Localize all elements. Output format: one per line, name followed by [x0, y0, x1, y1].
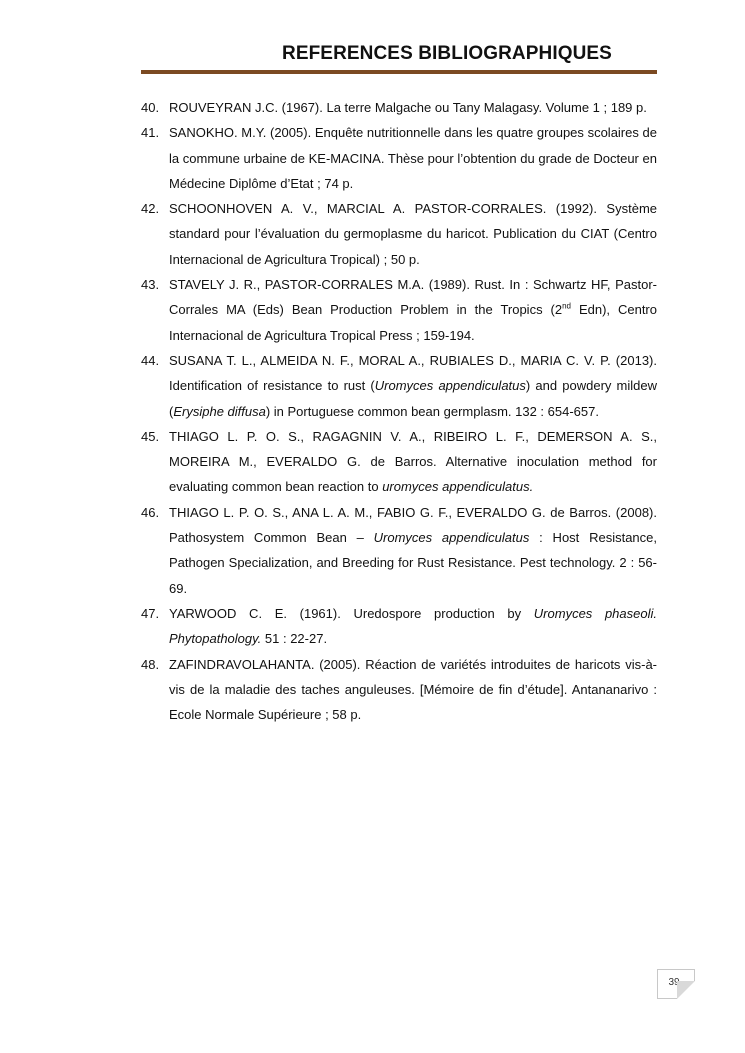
reference-text: ) in Portuguese common bean germplasm. 132 : 654-657.: [265, 403, 599, 419]
reference-number: 44.: [141, 352, 160, 368]
page-number: 39: [668, 977, 680, 988]
reference-number: 42.: [141, 201, 160, 217]
reference-text: 51 : 22-27.: [261, 631, 328, 647]
reference-number: 40.: [141, 100, 160, 115]
reference-item: [141, 95, 657, 120]
reference-item: [141, 601, 657, 652]
reference-text: THIAGO L. P. O. S., ANA L. A. M., FABIO G. F., EVERALDO G. de Barros. (2008). Pathosystem Common Bean –: [169, 504, 657, 546]
reference-number: 48.: [141, 656, 160, 672]
reference-text: SANOKHO. M.Y. (2005). Enquête nutritionnelle dans les quatre groupes scolaires de la commune urbaine de KE-MACINA. Thèse pour l’obtention du grade de Docteur en Médecine Diplôme d’Etat ; 74 p.: [169, 125, 657, 191]
page-number-box: [657, 969, 695, 999]
reference-text: ROUVEYRAN J.C. (1967). La terre Malgache ou Tany Malagasy. Volume 1 ; 189 p.: [169, 100, 647, 115]
reference-list: [141, 95, 657, 727]
reference-italic-text: Erysiphe diffusa: [173, 403, 266, 419]
reference-italic-text: Uromyces appendiculatus: [373, 530, 530, 546]
reference-number: 41.: [141, 125, 160, 141]
reference-text: : Host Resistance, Pathogen Specialization, and Breeding for Rust Resistance. Pest technology. 2 : 56-69.: [169, 530, 657, 596]
reference-text: SUSANA T. L., ALMEIDA N. F., MORAL A., RUBIALES D., MARIA C. V. P. (2013). Identification of resistance to rust (: [169, 352, 657, 394]
reference-text: YARWOOD C. E. (1961). Uredospore production by: [169, 605, 534, 621]
header-divider: [141, 70, 657, 74]
reference-number: 47.: [141, 605, 160, 621]
reference-superscript: nd: [562, 302, 571, 312]
reference-text: STAVELY J. R., PASTOR-CORRALES M.A. (1989). Rust. In : Schwartz HF, Pastor-Corrales MA (Eds) Bean Production Problem in the Tropics (2: [169, 277, 657, 318]
reference-italic-text: uromyces appendiculatus.: [382, 479, 534, 495]
reference-item: [141, 500, 657, 601]
reference-number: 45.: [141, 428, 160, 444]
reference-number: 46.: [141, 504, 160, 520]
page-title: REFERENCES BIBLIOGRAPHIQUES: [282, 43, 612, 64]
reference-item: [141, 272, 657, 348]
reference-item: [141, 196, 657, 272]
reference-item: [141, 652, 657, 728]
reference-text: SCHOONHOVEN A. V., MARCIAL A. PASTOR-CORRALES. (1992). Système standard pour l’évaluation du germoplasme du haricot. Publication du CIAT (Centro Internacional de Agricultura Tropical) ; 50 p.: [169, 201, 657, 267]
reference-text: ZAFINDRAVOLAHANTA. (2005). Réaction de variétés introduites de haricots vis-à-vis de la maladie des taches anguleuses. [Mémoire de fin d’étude]. Antananarivo : Ecole Normale Supérieure ; 58 p.: [169, 656, 657, 723]
reference-text: THIAGO L. P. O. S., RAGAGNIN V. A., RIBEIRO L. F., DEMERSON A. S., MOREIRA M., EVERALDO G. de Barros. Alternative inoculation method for evaluating common bean reaction to: [169, 428, 657, 495]
reference-italic-text: Uromyces appendiculatus: [374, 378, 526, 394]
reference-item: [141, 348, 657, 424]
reference-number: 43.: [141, 277, 160, 293]
reference-italic-text: Uromyces phaseoli. Phytopathology.: [169, 605, 657, 647]
reference-text: ) and powdery mildew (: [169, 378, 658, 419]
reference-item: [141, 424, 657, 500]
reference-item: [141, 120, 657, 196]
reference-text: Edn), Centro Internacional de Agricultura Tropical Press ; 159-194.: [169, 302, 657, 343]
